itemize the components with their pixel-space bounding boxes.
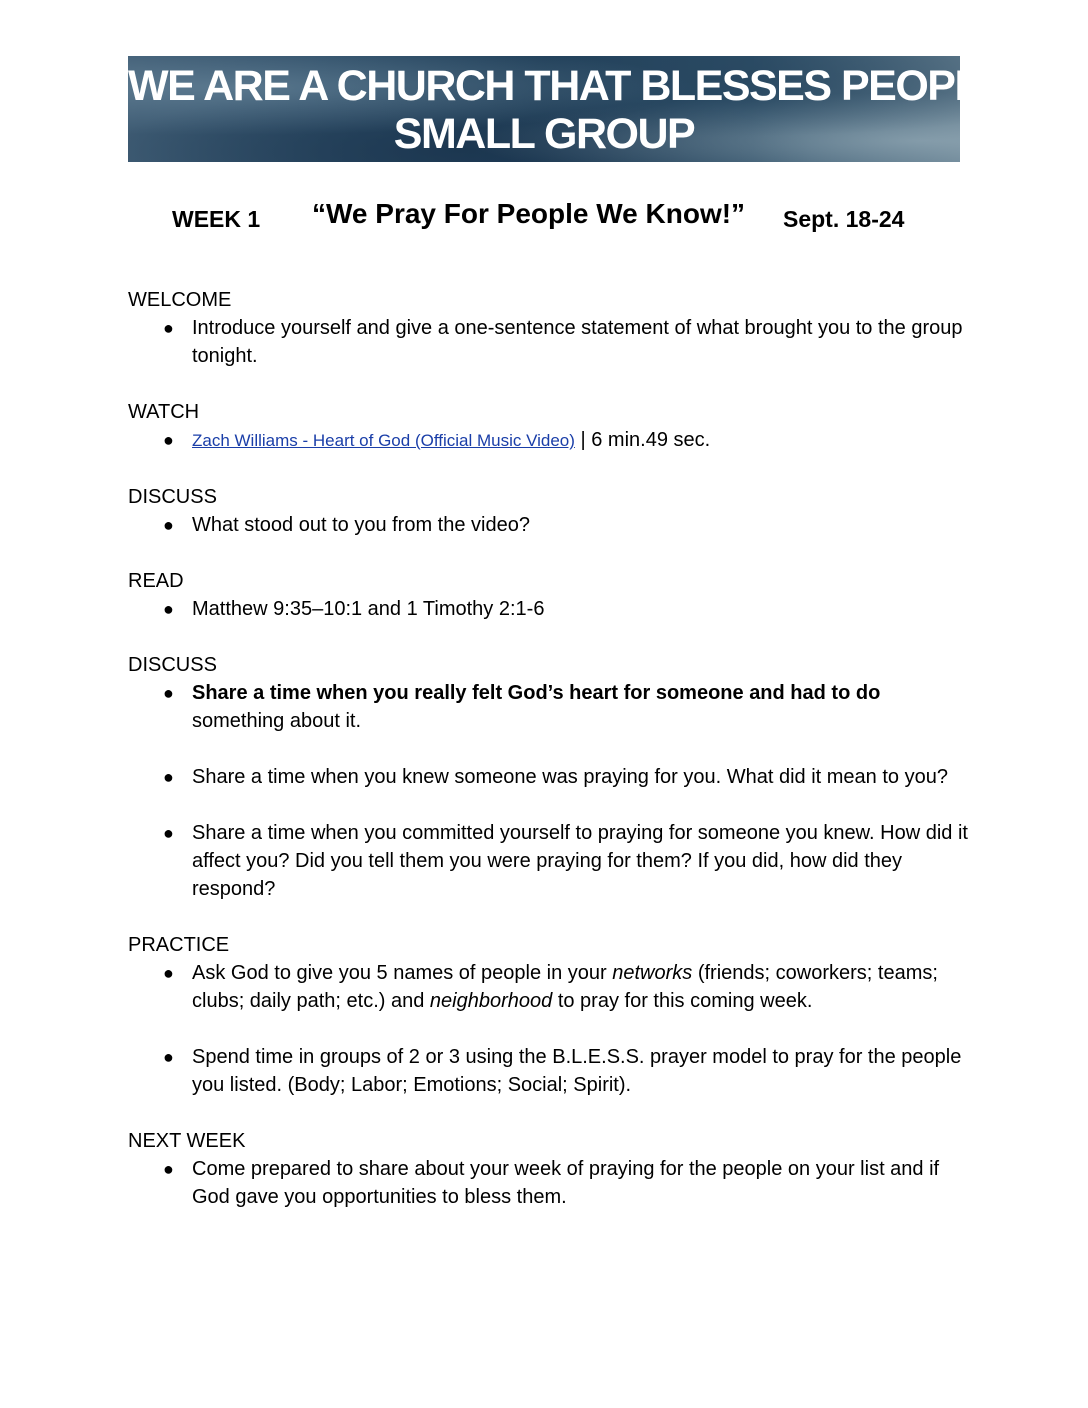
next-week-list <box>128 1155 968 1211</box>
list-item-text: Share a time when you knew someone was praying for you. What did it mean to you? <box>192 766 948 788</box>
lesson-content <box>128 286 968 1211</box>
list-item-text: Matthew 9:35–10:1 and 1 Timothy 2:1-6 <box>192 598 545 620</box>
list-item <box>128 314 968 370</box>
video-link[interactable]: Zach Williams - Heart of God (Official Music Video) <box>192 431 575 450</box>
week-heading <box>0 196 1088 240</box>
section-practice-label: PRACTICE <box>128 934 230 956</box>
bullet-icon: ● <box>163 599 174 619</box>
list-item-bold-text: Share a time when you really felt God’s heart for someone and had to do <box>192 682 881 704</box>
list-item-text: to pray for this coming week. <box>552 990 813 1012</box>
welcome-list <box>128 314 968 370</box>
header-banner <box>128 56 1007 162</box>
list-item-text: Ask God to give you 5 names of people in your <box>192 962 613 984</box>
list-item-text: Share a time when you committed yourself to praying for someone you knew. How did it affect you? Did you tell them you were praying for them? If you did, how did they respond? <box>192 822 968 900</box>
list-item <box>128 959 968 1015</box>
lesson-title: “We Pray For People We Know!” <box>312 198 746 229</box>
section-next-week-label: NEXT WEEK <box>128 1130 246 1152</box>
bullet-icon: ● <box>163 683 174 703</box>
week-dates: Sept. 18-24 <box>783 206 905 232</box>
list-item-text: something about it. <box>192 710 361 732</box>
bullet-icon: ● <box>163 430 174 450</box>
read-list <box>128 595 968 623</box>
video-duration: 6 min.49 sec. <box>591 429 711 451</box>
bullet-icon: ● <box>163 1047 174 1067</box>
practice-list <box>128 959 968 1099</box>
week-label: WEEK 1 <box>172 206 261 232</box>
section-discuss-label: DISCUSS <box>128 654 217 676</box>
list-item-text: (friends; coworkers; teams; clubs; daily path; etc.) and <box>192 962 938 1012</box>
list-item <box>128 511 968 539</box>
discuss-list <box>128 511 968 539</box>
bullet-icon: ● <box>163 1159 174 1179</box>
bullet-icon: ● <box>163 515 174 535</box>
list-item-text: Introduce yourself and give a one-sentence statement of what brought you to the group tonight. <box>192 317 963 367</box>
banner-subtitle: SMALL GROUP <box>393 110 695 158</box>
list-item <box>128 763 968 791</box>
emphasis-networks: networks <box>612 962 693 984</box>
watch-list <box>128 426 968 455</box>
list-item <box>128 819 968 903</box>
list-item <box>128 426 968 455</box>
section-read-label: READ <box>128 570 184 592</box>
discuss-questions-list <box>128 679 968 903</box>
banner-title: WE ARE A CHURCH THAT BLESSES PEOPLE <box>128 62 1007 110</box>
bullet-icon: ● <box>163 963 174 983</box>
bullet-icon: ● <box>163 767 174 787</box>
list-item <box>128 679 968 735</box>
section-welcome-label: WELCOME <box>128 289 232 311</box>
link-separator: | <box>574 429 592 451</box>
list-item-text: What stood out to you from the video? <box>192 514 530 536</box>
bullet-icon: ● <box>163 318 174 338</box>
section-watch-label: WATCH <box>128 401 200 423</box>
bullet-icon: ● <box>163 823 174 843</box>
list-item <box>128 595 968 623</box>
list-item-text: Spend time in groups of 2 or 3 using the B.L.E.S.S. prayer model to pray for the people you listed. (Body; Labor; Emotions; Social; Spirit). <box>192 1046 962 1096</box>
emphasis-neighborhood: neighborhood <box>429 990 553 1012</box>
list-item-text: Come prepared to share about your week of praying for the people on your list and if God gave you opportunities to bless them. <box>192 1158 940 1208</box>
list-item <box>128 1155 968 1211</box>
section-discuss-label: DISCUSS <box>128 486 217 508</box>
list-item <box>128 1043 968 1099</box>
